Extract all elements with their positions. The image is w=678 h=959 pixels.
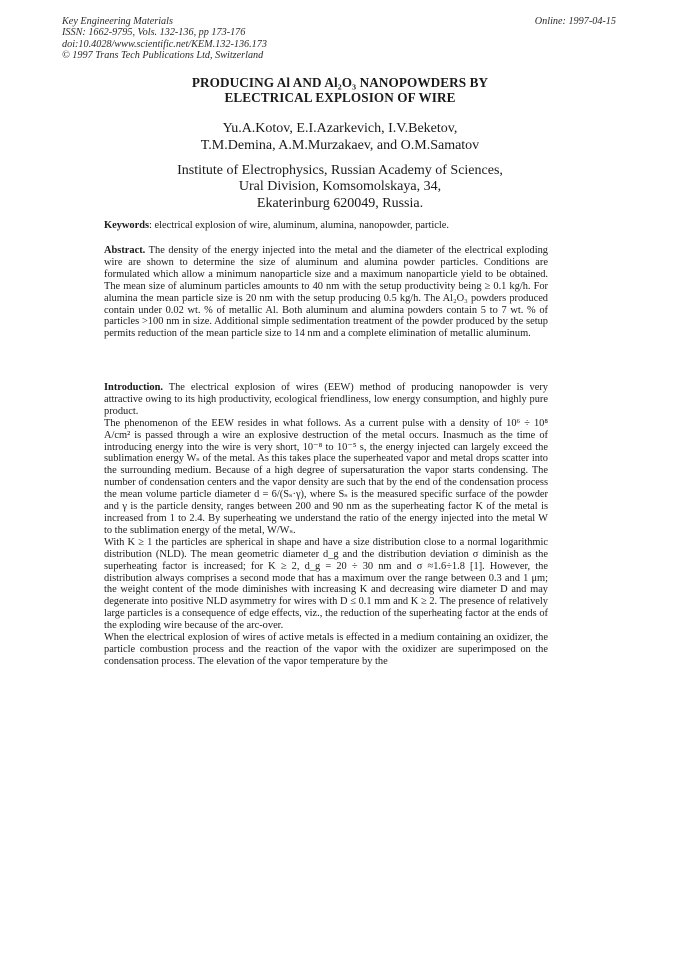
authors-line-2: T.M.Demina, A.M.Murzakaev, and O.M.Samatov: [200, 137, 480, 153]
keywords-text: : electrical explosion of wire, aluminum, alumina, nanopowder, particle.: [149, 220, 449, 231]
introduction-section: [104, 382, 548, 668]
authors-line-1: Yu.A.Kotov, E.I.Azarkevich, I.V.Beketov,: [222, 121, 458, 136]
intro-paragraph-1: [104, 382, 548, 418]
online-date: Online: 1997-04-15: [534, 16, 616, 27]
paper-title: [100, 76, 580, 105]
intro-text-1: The electrical explosion of wires (EEW) method of producing nanopowder is very attractive owing to its high productivity, ecological friendliness, low energy consumption, and highly pure product.: [104, 382, 548, 417]
abstract-text: The density of the energy injected into the metal and the diameter of the electrical exploding wire are shown to determine the size of aluminum and alumina powder particles. Conditions are formulated which allow a minimum nanoparticle size and a maximum nanoparticle yield to be obtained. The mean size of aluminum particles amounts to 40 nm with the setup productivity being ≥ 0.1 kg/h. For alumina the mean particle size is 20 nm with the setup producing 0.5 kg/h. The Al₂O₃ powders produced contain under 0.02 wt. % of metallic Al. Both aluminum and alumina powders contain 5 to 7 wt. % of particles >100 nm in size. Additional simple sedimentation treatment of the powder produced by the setup permits reduction of the mean particle size to 14 nm and a complete elimination of metallic aluminum.: [104, 245, 548, 340]
intro-paragraph-3: With K ≥ 1 the particles are spherical in shape and have a size distribution close to a normal logarithmic distribution (NLD). The mean geometric diameter d_g and the distribution deviation σ diminish as the superheating factor is increased; for K ≥ 2, d_g = 20 ÷ 30 nm and σ ≈1.6÷1.8 [1]. However, the distribution always comprises a second mode that has a maximum over the range between 0.3 and 1 μm; the weight content of the mode diminishes with increasing K and decreasing wire diameter D and may degenerate into positive NLD asymmetry for wires with D ≤ 0.1 mm and K ≥ 2. The presence of relatively large particles is a consequence of edge effects, viz., the reduction of the superheating factor at the ends of the exploding wire because of the arc-over.: [104, 536, 548, 632]
copyright-line: © 1997 Trans Tech Publications Ltd, Switzerland: [62, 50, 264, 62]
abstract-paragraph: [104, 245, 548, 340]
abstract: [104, 245, 548, 340]
affiliation: [100, 163, 580, 212]
author-list: [100, 121, 580, 154]
title-line-2: ELECTRICAL EXPLOSION OF WIRE: [224, 89, 456, 105]
keywords: [104, 220, 548, 233]
intro-paragraph-2: The phenomenon of the EEW resides in what follows. As a current pulse with a density of 10⁶ ÷ 10⁸ A/cm² is passed through a wire an explosive destruction of the metal occurs. Inasmuch as the time of introducing energy into the wire is very short, 10⁻⁸ to 10⁻⁵ s, the energy injected can largely exceed the sublimation energy Wₛ of the metal. As this takes place the superheated vapor and metal drops scatter into the surrounding medium. Because of a high degree of supersaturation the vapor starts condensing. The number of condensation centers and the vapor density are such that by the end of the condensation process the mean volume particle diameter d = 6/(Sₛ·γ), where Sₛ is the measured specific surface of the powder and γ is the particle density, ranges between 200 and 90 nm as the superheating factor K of the metal is increased from 1 to 2.4. By superheating we understand the ratio of the energy injected into the metal W to the sublimation energy of the metal, W/Wₛ.: [104, 417, 548, 536]
journal-name: Key Engineering Materials: [62, 16, 173, 27]
introduction-label: Introduction.: [104, 382, 163, 393]
doi-line: doi:10.4028/www.scientific.net/KEM.132-136.173: [62, 38, 267, 50]
abstract-label: Abstract.: [104, 245, 146, 256]
keywords-label: Keywords: [104, 220, 150, 231]
title-line-1: PRODUCING Al AND Al₂O₃ NANOPOWDERS BY: [191, 75, 489, 90]
issn-line: ISSN: 1662-9795, Vols. 132-136, pp 173-176: [62, 27, 246, 39]
affiliation-line-1: Institute of Electrophysics, Russian Academy of Sciences,: [177, 163, 503, 178]
journal-header: [62, 16, 616, 62]
affiliation-line-2: Ural Division, Komsomolskaya, 34,: [238, 179, 442, 195]
affiliation-line-3: Ekaterinburg 620049, Russia.: [256, 195, 424, 211]
intro-paragraph-4: When the electrical explosion of wires of active metals is effected in a medium containing an oxidizer, the particle combustion process and the reaction of the vapor with the oxidizer are superimposed on the condensation process. The elevation of the vapor temperature by the: [104, 632, 548, 667]
